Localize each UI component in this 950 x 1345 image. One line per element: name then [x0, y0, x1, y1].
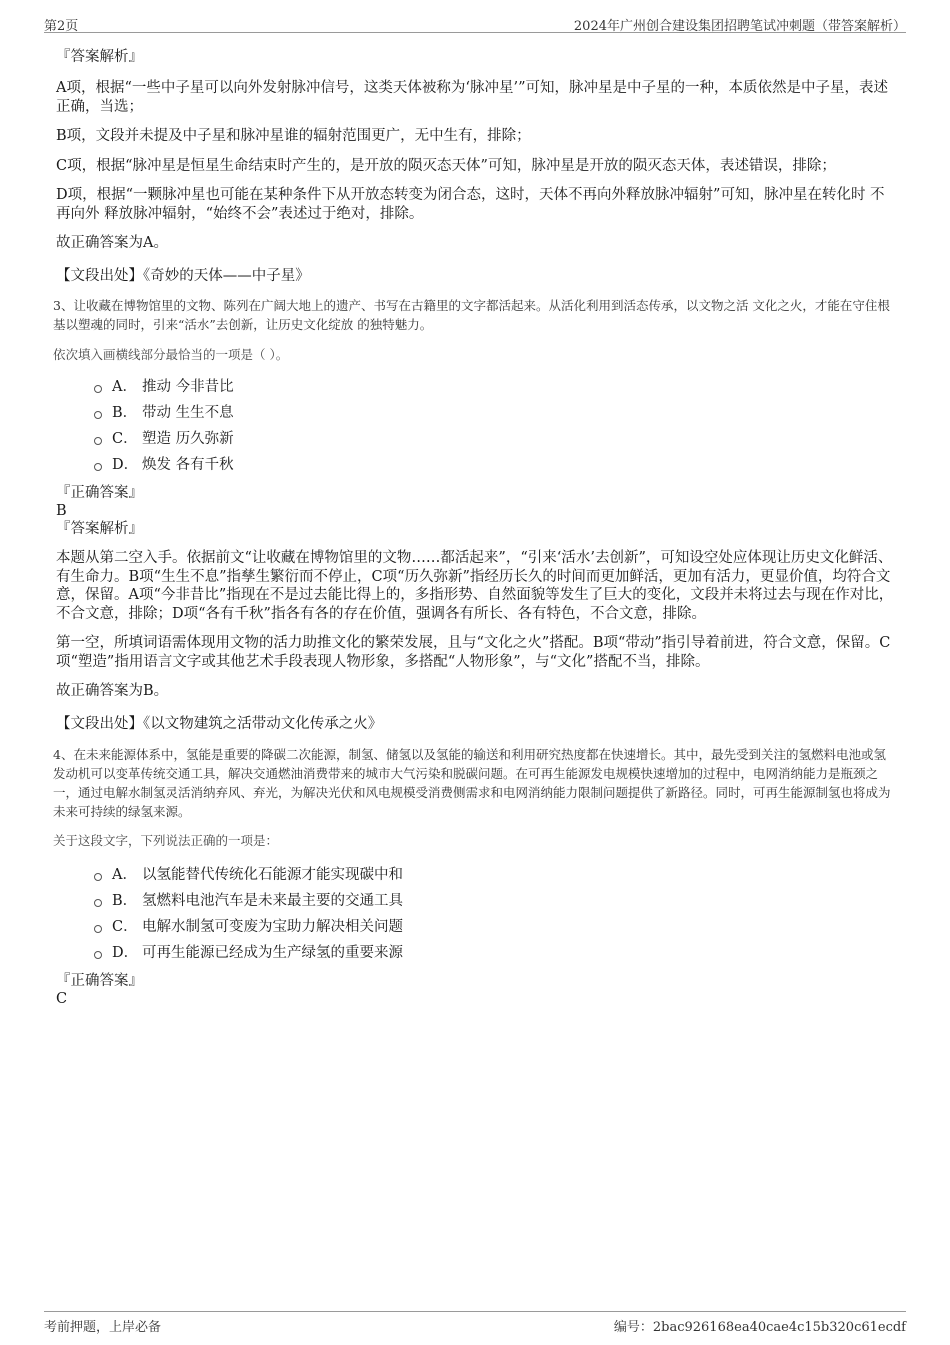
- page-number: 第2页: [44, 19, 79, 34]
- q4-stem: 4、在未来能源体系中，氢能是重要的降碳二次能源，制氢、储氢以及氢能的输送和利用研究热度都在快速增长。其中，最先受到关注的氢燃料电池或氢发动机可以变革传统交通工具，解决交通燃油消费带来的城市大气污染和脱碳问题。在可再生能源发电规模快速增加的过程中，电网消纳能力是瓶颈之一，通过电解水制氢灵活消纳弃风、弃光，为解决光伏和风电规模受消费侧需求和电网消纳能力限制问题提供了新路径。同时，可再生能源制氢也将成为未来可持续的绿氢来源。: [53, 747, 891, 819]
- q3-option-d[interactable]: D． 焕发 各有千秋: [94, 452, 896, 478]
- q3-option-c[interactable]: C． 塑造 历久弥新: [94, 426, 896, 452]
- q3-source: 【文段出处】《以文物建筑之活带动文化传承之火》: [56, 715, 383, 732]
- q4-options: [94, 862, 896, 966]
- radio-button[interactable]: [94, 463, 102, 471]
- q3-conclusion: 故正确答案为B。: [56, 683, 169, 699]
- q3-stem: 3、让收藏在博物馆里的文物、陈列在广阔大地上的遗产、书写在古籍里的文字都活起来。从活化利用到活态传承，以文物之活 文化之火，才能在守住根基以塑魂的同时，引来“活水”去创新，让历史文化绽放 的独特魅力。: [53, 298, 890, 332]
- q2-analysis-c: C项，根据“脉冲星是恒星生命结束时产生的，是开放的陨灭态天体”可知，脉冲星是开放的陨灭态天体，表述错误，排除；: [56, 157, 836, 174]
- q3-instruction: 依次填入画横线部分最恰当的一项是（ ）。: [53, 347, 289, 362]
- document-title: 2024年广州创合建设集团招聘笔试冲刺题（带答案解析）: [573, 19, 906, 34]
- q2-analysis-a: A项，根据“一些中子星可以向外发射脉冲信号，这类天体被称为‘脉冲星’”可知，脉冲星是中子星的一种，本质依然是中子星，表述正确，当选；: [56, 80, 889, 115]
- q3-option-a[interactable]: A． 推动 今非昔比: [94, 374, 896, 400]
- radio-button[interactable]: [94, 899, 102, 907]
- q3-analysis-1: 本题从第二空入手。依据前文“让收藏在博物馆里的文物……都活起来”，“引来‘活水’去创新”，可知设空处应体现让历史文化鲜活、有生命力。B项“生生不息”指孳生繁衍而不停止，C项“历久弥新”指经历长久的时间而更加鲜活，更加有活力，更显价值，均符合文意，保留。A项“今非昔比”指现在不是过去能比得上的，多指形势、自然面貌等发生了巨大的变化，文段并未将过去与现在作对比，不合文意，排除；D项“各有千秋”指各有各的存在价值，强调各有所长、各有特色，不合文意，排除。: [56, 550, 894, 622]
- page-header: [44, 12, 906, 33]
- radio-button[interactable]: [94, 437, 102, 445]
- document-code: 编号：2bac926168ea40cae4c15b320c61ecdf: [613, 1320, 906, 1335]
- footer-slogan: 考前押题，上岸必备: [44, 1320, 162, 1335]
- q2-analysis-d: D项，根据“一颗脉冲星也可能在某种条件下从开放态转变为闭合态，这时，天体不再向外释放脉冲辐射”可知，脉冲星在转化时 不再向外 释放脉冲辐射，“始终不会”表述过于绝对，排除。: [56, 187, 885, 222]
- q3-options: [94, 374, 896, 478]
- q3-answer: B: [56, 503, 67, 519]
- q4-option-b[interactable]: B． 氢燃料电池汽车是未来最主要的交通工具: [94, 888, 896, 914]
- radio-button[interactable]: [94, 873, 102, 881]
- radio-button[interactable]: [94, 925, 102, 933]
- q3-answer-label: 『正确答案』: [56, 485, 143, 501]
- q2-analysis-label: 『答案解析』: [56, 49, 143, 65]
- q4-option-a[interactable]: A． 以氢能替代传统化石能源才能实现碳中和: [94, 862, 896, 888]
- q3-analysis-2: 第一空，所填词语需体现用文物的活力助推文化的繁荣发展，且与“文化之火”搭配。B项“带动”指引导着前进，符合文意，保留。C项“塑造”指用语言文字或其他艺术手段表现人物形象，多搭配“人物形象”，与“文化”搭配不当，排除。: [56, 635, 891, 670]
- page-footer: [44, 1311, 906, 1334]
- q2-conclusion: 故正确答案为A。: [56, 235, 168, 251]
- q4-answer-label: 『正确答案』: [56, 973, 143, 989]
- q3-option-b[interactable]: B． 带动 生生不息: [94, 400, 896, 426]
- q4-option-d[interactable]: D． 可再生能源已经成为生产绿氢的重要来源: [94, 940, 896, 966]
- radio-button[interactable]: [94, 385, 102, 393]
- q3-analysis-label: 『答案解析』: [56, 521, 143, 537]
- radio-button[interactable]: [94, 411, 102, 419]
- radio-button[interactable]: [94, 951, 102, 959]
- page-content: [53, 38, 896, 1008]
- q4-answer: C: [56, 991, 68, 1007]
- q4-instruction: 关于这段文字，下列说法正确的一项是：: [53, 833, 279, 848]
- q4-option-c[interactable]: C． 电解水制氢可变废为宝助力解决相关问题: [94, 914, 896, 940]
- q2-source: 【文段出处】《奇妙的天体——中子星》: [56, 267, 310, 284]
- q2-analysis-b: B项，文段并未提及中子星和脉冲星谁的辐射范围更广，无中生有，排除；: [56, 128, 531, 144]
